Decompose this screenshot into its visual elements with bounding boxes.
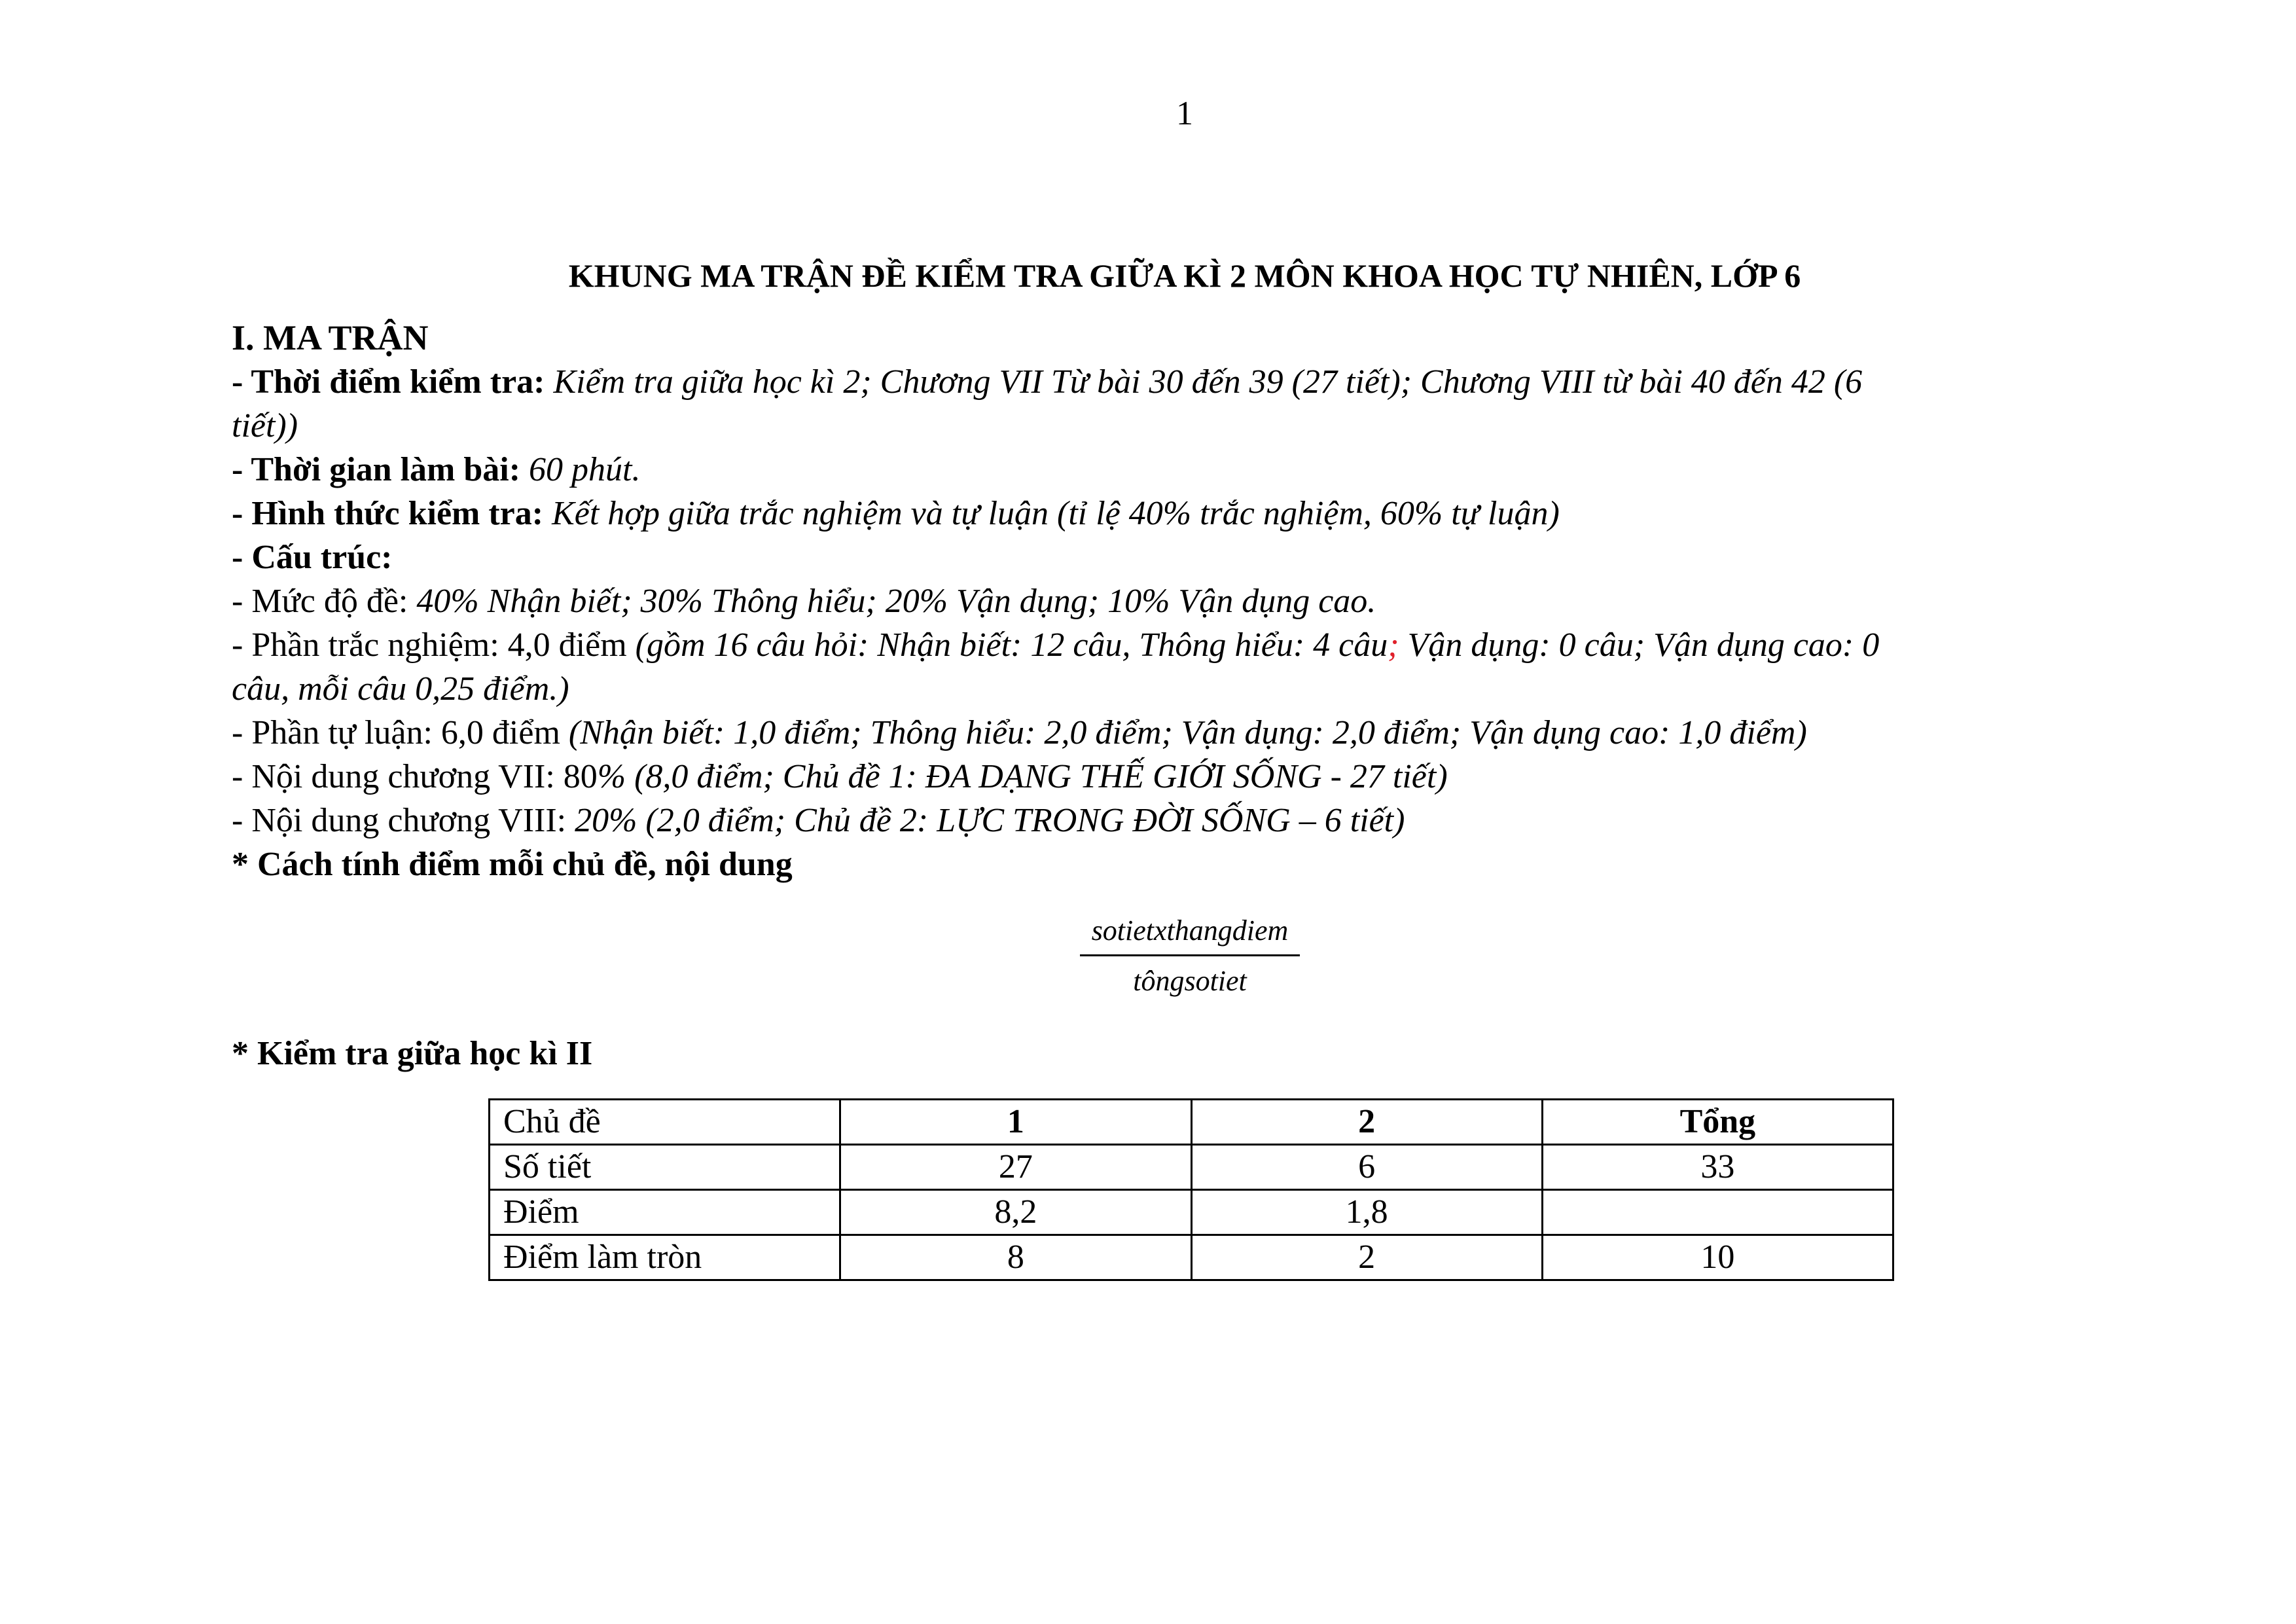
exam-time-label: - Thời điểm kiểm tra: — [232, 363, 545, 401]
table-row-label: Điểm làm tròn — [490, 1235, 840, 1280]
level-label: - Mức độ đề: — [232, 583, 417, 620]
calc-heading: * Cách tính điểm mỗi chủ đề, nội dung — [232, 846, 793, 883]
chapter7-line — [232, 755, 2110, 799]
duration-value: 60 phút. — [520, 451, 641, 488]
chapter8-label: - Nội dung chương VIII: — [232, 802, 575, 839]
formula-denominator: tôngsotiet — [1133, 965, 1247, 997]
duration-line — [232, 448, 2110, 492]
table-cell: 10 — [1542, 1235, 1893, 1280]
table-header-row — [490, 1100, 1893, 1145]
multiple-choice-value-cont: câu, mỗi câu 0,25 điểm.) — [232, 670, 569, 708]
multiple-choice-line — [232, 623, 2110, 667]
format-label: - Hình thức kiểm tra: — [232, 495, 544, 532]
format-line — [232, 492, 2110, 535]
formula-numerator: sotietxthangdiem — [1091, 914, 1289, 947]
table-row — [490, 1145, 1893, 1190]
multiple-choice-value-a: (gồm 16 câu hỏi: Nhận biết: 12 câu, Thông hiểu: 4 câu — [635, 626, 1388, 664]
format-value: Kết hợp giữa trắc nghiệm và tự luận (tỉ lệ 40% trắc nghiệm, 60% tự luận) — [543, 495, 1560, 532]
midterm-heading: * Kiểm tra giữa học kì II — [232, 1035, 593, 1072]
fraction-bar — [1080, 954, 1300, 956]
matrix-info — [232, 316, 2110, 886]
section-heading: I. MA TRẬN — [232, 318, 429, 357]
table-cell: 2 — [1191, 1235, 1542, 1280]
table-header-cell: Tổng — [1542, 1100, 1893, 1145]
essay-value: (Nhận biết: 1,0 điểm; Thông hiểu: 2,0 điểm; Vận dụng: 2,0 điểm; Vận dụng cao: 1,0 điểm) — [568, 714, 1807, 751]
multiple-choice-value-b: Vận dụng: 0 câu; Vận dụng cao: 0 — [1399, 626, 1880, 664]
score-table — [488, 1098, 1894, 1281]
chapter7-label: - Nội dung chương VII: 80 — [232, 758, 598, 795]
duration-label: - Thời gian làm bài: — [232, 451, 521, 488]
table-row — [490, 1190, 1893, 1235]
exam-time-line — [232, 360, 2110, 404]
page-number: 1 — [1176, 95, 1193, 132]
multiple-choice-separator: ; — [1388, 626, 1399, 664]
chapter8-line — [232, 799, 2110, 842]
multiple-choice-label: - Phần trắc nghiệm: 4,0 điểm — [232, 626, 636, 664]
score-formula — [1080, 911, 1300, 1000]
table-row-label: Điểm — [490, 1190, 840, 1235]
table-cell: 33 — [1542, 1145, 1893, 1190]
table-row — [490, 1235, 1893, 1280]
table-cell: 27 — [840, 1145, 1191, 1190]
table-header-cell: Chủ đề — [490, 1100, 840, 1145]
exam-time-value-cont: tiết)) — [232, 407, 298, 444]
document-title: KHUNG MA TRẬN ĐỀ KIỂM TRA GIỮA KÌ 2 MÔN KHOA HỌC TỰ NHIÊN, LỚP 6 — [568, 257, 1801, 294]
structure-label: - Cấu trúc: — [232, 539, 393, 576]
table-cell: 1,8 — [1191, 1190, 1542, 1235]
table-cell: 6 — [1191, 1145, 1542, 1190]
level-line — [232, 579, 2110, 623]
table-header-cell: 2 — [1191, 1100, 1542, 1145]
table-cell — [1542, 1190, 1893, 1235]
table-header-cell: 1 — [840, 1100, 1191, 1145]
essay-label: - Phần tự luận: 6,0 điểm — [232, 714, 569, 751]
table-cell: 8 — [840, 1235, 1191, 1280]
level-value: 40% Nhận biết; 30% Thông hiểu; 20% Vận dụng; 10% Vận dụng cao. — [416, 583, 1376, 620]
table-cell: 8,2 — [840, 1190, 1191, 1235]
chapter8-value: 20% (2,0 điểm; Chủ đề 2: LỰC TRONG ĐỜI SỐNG – 6 tiết) — [575, 802, 1405, 839]
essay-line — [232, 711, 2110, 755]
table-row-label: Số tiết — [490, 1145, 840, 1190]
chapter7-value: % (8,0 điểm; Chủ đề 1: ĐA DẠNG THẾ GIỚI SỐNG - 27 tiết) — [597, 758, 1448, 795]
exam-time-value: Kiểm tra giữa học kì 2; Chương VII Từ bài 30 đến 39 (27 tiết); Chương VIII từ bài 40 đến 42 (6 — [545, 363, 1863, 401]
